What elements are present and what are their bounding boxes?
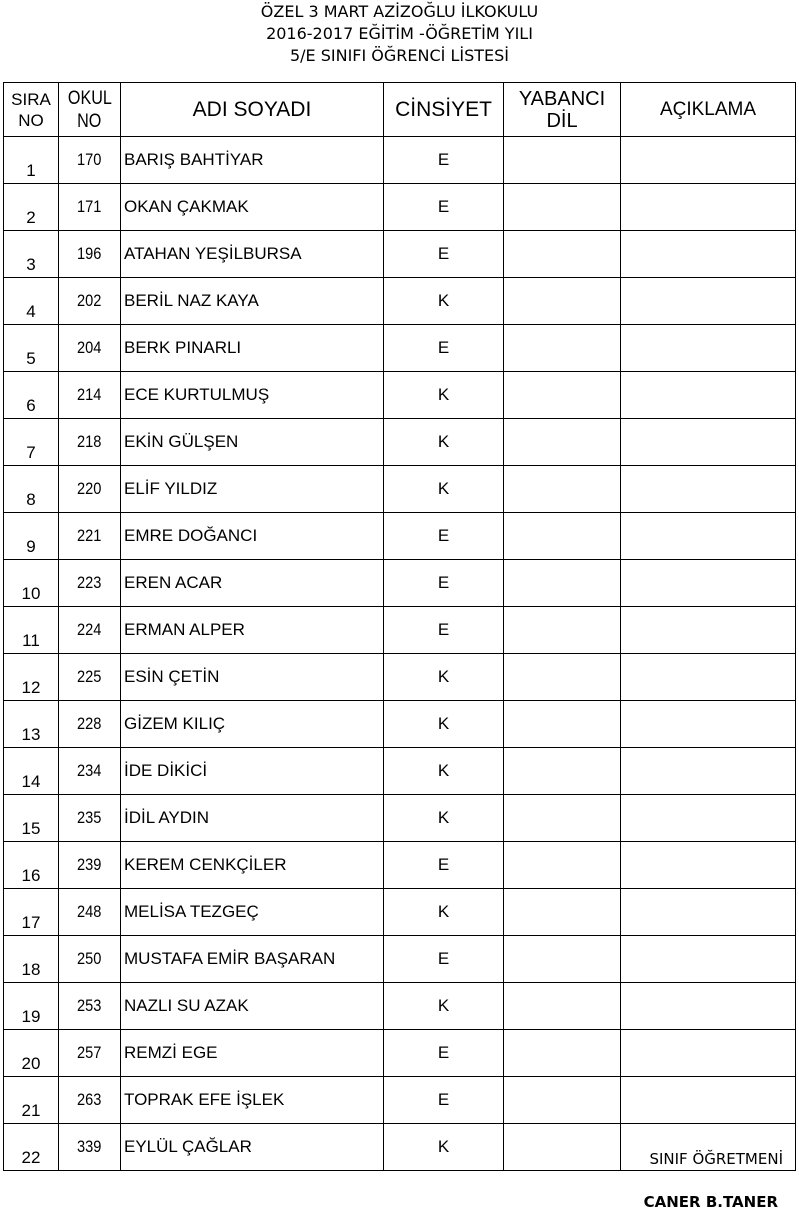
row-student-name: EREN ACAR [121, 560, 384, 607]
row-notes [621, 889, 796, 936]
row-sira-no: 13 [4, 701, 59, 748]
row-foreign-language [504, 1124, 621, 1171]
row-okul-no [59, 842, 121, 889]
row-notes [621, 936, 796, 983]
row-okul-no [59, 278, 121, 325]
row-gender: K [384, 654, 504, 701]
row-gender: K [384, 748, 504, 795]
row-notes [621, 748, 796, 795]
row-gender: E [384, 184, 504, 231]
row-okul-no [59, 889, 121, 936]
row-okul-no [59, 560, 121, 607]
row-foreign-language [504, 184, 621, 231]
table-row [4, 1030, 796, 1077]
row-okul-no [59, 607, 121, 654]
row-sira-no: 11 [4, 607, 59, 654]
row-gender: E [384, 513, 504, 560]
row-gender: K [384, 983, 504, 1030]
row-sira-no: 15 [4, 795, 59, 842]
table-row [4, 889, 796, 936]
table-row [4, 372, 796, 419]
row-foreign-language [504, 701, 621, 748]
row-notes [621, 560, 796, 607]
okul-no-value: 170 [77, 150, 102, 169]
row-gender: E [384, 1030, 504, 1077]
table-row [4, 701, 796, 748]
row-student-name: BERİL NAZ KAYA [121, 278, 384, 325]
row-student-name: İDE DİKİCİ [121, 748, 384, 795]
row-student-name: REMZİ EGE [121, 1030, 384, 1077]
okul-no-value: 239 [77, 855, 102, 874]
row-foreign-language [504, 842, 621, 889]
row-sira-no: 7 [4, 419, 59, 466]
col-header-okul-line2: NO [77, 110, 102, 132]
row-student-name: EYLÜL ÇAĞLAR [121, 1124, 384, 1171]
row-student-name: OKAN ÇAKMAK [121, 184, 384, 231]
row-student-name: ESİN ÇETİN [121, 654, 384, 701]
col-header-name: ADI SOYADI [121, 83, 384, 137]
table-row [4, 748, 796, 795]
col-header-gender: CİNSİYET [384, 83, 504, 137]
row-student-name: BARIŞ BAHTİYAR [121, 137, 384, 184]
teacher-role-label: SINIF ÖĞRETMENİ [649, 1150, 783, 1168]
row-student-name: ECE KURTULMUŞ [121, 372, 384, 419]
row-notes [621, 1077, 796, 1124]
row-sira-no: 5 [4, 325, 59, 372]
row-gender: K [384, 372, 504, 419]
okul-no-value: 225 [77, 667, 102, 686]
row-okul-no [59, 654, 121, 701]
row-foreign-language [504, 325, 621, 372]
teacher-name: CANER B.TANER [643, 1193, 778, 1211]
row-okul-no [59, 1030, 121, 1077]
row-sira-no: 22 [4, 1124, 59, 1171]
row-foreign-language [504, 231, 621, 278]
row-foreign-language [504, 560, 621, 607]
okul-no-value: 253 [77, 996, 102, 1015]
row-okul-no [59, 1124, 121, 1171]
student-rows [4, 137, 796, 1171]
col-header-sira-line1: SIRA [11, 89, 51, 109]
row-gender: E [384, 842, 504, 889]
row-gender: K [384, 701, 504, 748]
row-okul-no [59, 466, 121, 513]
row-student-name: ERMAN ALPER [121, 607, 384, 654]
col-header-sira-line2: NO [18, 110, 44, 130]
row-notes [621, 983, 796, 1030]
row-student-name: BERK PINARLI [121, 325, 384, 372]
row-student-name: ATAHAN YEŞİLBURSA [121, 231, 384, 278]
row-sira-no: 18 [4, 936, 59, 983]
row-foreign-language [504, 1030, 621, 1077]
row-student-name: ELİF YILDIZ [121, 466, 384, 513]
table-header-row [4, 83, 796, 137]
row-sira-no: 2 [4, 184, 59, 231]
col-header-notes: AÇIKLAMA [621, 83, 796, 137]
okul-no-value: 218 [77, 432, 102, 451]
row-student-name: MELİSA TEZGEÇ [121, 889, 384, 936]
okul-no-value: 235 [77, 808, 102, 827]
row-okul-no [59, 701, 121, 748]
col-header-okul-line1: OKUL [67, 87, 112, 109]
okul-no-value: 250 [77, 949, 102, 968]
row-sira-no: 16 [4, 842, 59, 889]
list-title: 5/E SINIFI ÖĞRENCİ LİSTESİ [289, 46, 510, 65]
row-foreign-language [504, 372, 621, 419]
row-sira-no: 19 [4, 983, 59, 1030]
row-sira-no: 1 [4, 137, 59, 184]
okul-no-value: 204 [77, 338, 102, 357]
table-row [4, 842, 796, 889]
row-okul-no [59, 184, 121, 231]
row-okul-no [59, 137, 121, 184]
row-foreign-language [504, 607, 621, 654]
row-foreign-language [504, 1077, 621, 1124]
row-gender: K [384, 889, 504, 936]
row-foreign-language [504, 795, 621, 842]
row-gender: K [384, 278, 504, 325]
table-row [4, 184, 796, 231]
row-notes [621, 1030, 796, 1077]
row-notes [621, 419, 796, 466]
row-okul-no [59, 1077, 121, 1124]
okul-no-value: 228 [77, 714, 102, 733]
table-row [4, 137, 796, 184]
row-gender: E [384, 1077, 504, 1124]
okul-no-value: 223 [77, 573, 102, 592]
row-sira-no: 9 [4, 513, 59, 560]
row-foreign-language [504, 466, 621, 513]
col-header-okul-no [59, 83, 121, 137]
row-foreign-language [504, 889, 621, 936]
okul-no-value: 202 [77, 291, 102, 310]
table-row [4, 278, 796, 325]
school-name: ÖZEL 3 MART AZİZOĞLU İLKOKULU [260, 2, 539, 21]
row-notes [621, 795, 796, 842]
row-sira-no: 14 [4, 748, 59, 795]
table-row [4, 466, 796, 513]
okul-no-value: 234 [77, 761, 102, 780]
table-row [4, 654, 796, 701]
row-gender: K [384, 1124, 504, 1171]
student-roster-table [3, 82, 796, 1171]
row-foreign-language [504, 513, 621, 560]
row-notes [621, 466, 796, 513]
table-row [4, 795, 796, 842]
row-okul-no [59, 325, 121, 372]
row-gender: K [384, 419, 504, 466]
row-gender: K [384, 795, 504, 842]
row-okul-no [59, 748, 121, 795]
okul-no-value: 339 [77, 1137, 102, 1156]
row-notes [621, 701, 796, 748]
table-row [4, 936, 796, 983]
row-student-name: TOPRAK EFE İŞLEK [121, 1077, 384, 1124]
row-sira-no: 3 [4, 231, 59, 278]
okul-no-value: 171 [77, 197, 102, 216]
okul-no-value: 221 [77, 526, 102, 545]
row-okul-no [59, 983, 121, 1030]
row-gender: E [384, 560, 504, 607]
row-notes [621, 372, 796, 419]
row-foreign-language [504, 983, 621, 1030]
row-gender: E [384, 607, 504, 654]
table-row [4, 983, 796, 1030]
row-okul-no [59, 936, 121, 983]
row-student-name: GİZEM KILIÇ [121, 701, 384, 748]
col-header-sira-no [4, 83, 59, 137]
row-sira-no: 12 [4, 654, 59, 701]
row-notes [621, 325, 796, 372]
okul-no-value: 248 [77, 902, 102, 921]
col-header-lang-line2: DİL [546, 109, 578, 132]
row-notes [621, 654, 796, 701]
row-sira-no: 20 [4, 1030, 59, 1077]
row-foreign-language [504, 936, 621, 983]
row-notes [621, 137, 796, 184]
table-row [4, 1077, 796, 1124]
table-row [4, 419, 796, 466]
row-student-name: EKİN GÜLŞEN [121, 419, 384, 466]
row-foreign-language [504, 748, 621, 795]
col-header-foreign-language [504, 83, 621, 137]
row-okul-no [59, 231, 121, 278]
okul-no-value: 220 [77, 479, 102, 498]
row-sira-no: 10 [4, 560, 59, 607]
row-notes [621, 607, 796, 654]
okul-no-value: 196 [77, 244, 102, 263]
row-sira-no: 8 [4, 466, 59, 513]
row-student-name: İDİL AYDIN [121, 795, 384, 842]
col-header-lang-line1: YABANCI [518, 87, 606, 110]
row-okul-no [59, 372, 121, 419]
row-okul-no [59, 795, 121, 842]
row-okul-no [59, 513, 121, 560]
row-notes [621, 842, 796, 889]
row-student-name: KEREM CENKÇİLER [121, 842, 384, 889]
table-row [4, 513, 796, 560]
table-row [4, 607, 796, 654]
row-foreign-language [504, 278, 621, 325]
okul-no-value: 257 [77, 1043, 102, 1062]
row-gender: K [384, 466, 504, 513]
okul-no-value: 214 [77, 385, 102, 404]
okul-no-value: 263 [77, 1090, 102, 1109]
row-sira-no: 17 [4, 889, 59, 936]
okul-no-value: 224 [77, 620, 102, 639]
row-notes [621, 184, 796, 231]
row-student-name: MUSTAFA EMİR BAŞARAN [121, 936, 384, 983]
row-student-name: EMRE DOĞANCI [121, 513, 384, 560]
row-notes [621, 231, 796, 278]
row-gender: E [384, 325, 504, 372]
row-sira-no: 6 [4, 372, 59, 419]
row-sira-no: 4 [4, 278, 59, 325]
table-row [4, 560, 796, 607]
row-notes [621, 513, 796, 560]
row-notes [621, 278, 796, 325]
academic-year: 2016-2017 EĞİTİM -ÖĞRETİM YILI [266, 24, 533, 43]
row-gender: E [384, 936, 504, 983]
row-okul-no [59, 419, 121, 466]
row-gender: E [384, 231, 504, 278]
row-foreign-language [504, 419, 621, 466]
row-gender: E [384, 137, 504, 184]
row-sira-no: 21 [4, 1077, 59, 1124]
table-row [4, 231, 796, 278]
row-foreign-language [504, 137, 621, 184]
row-student-name: NAZLI SU AZAK [121, 983, 384, 1030]
row-foreign-language [504, 654, 621, 701]
table-row [4, 325, 796, 372]
